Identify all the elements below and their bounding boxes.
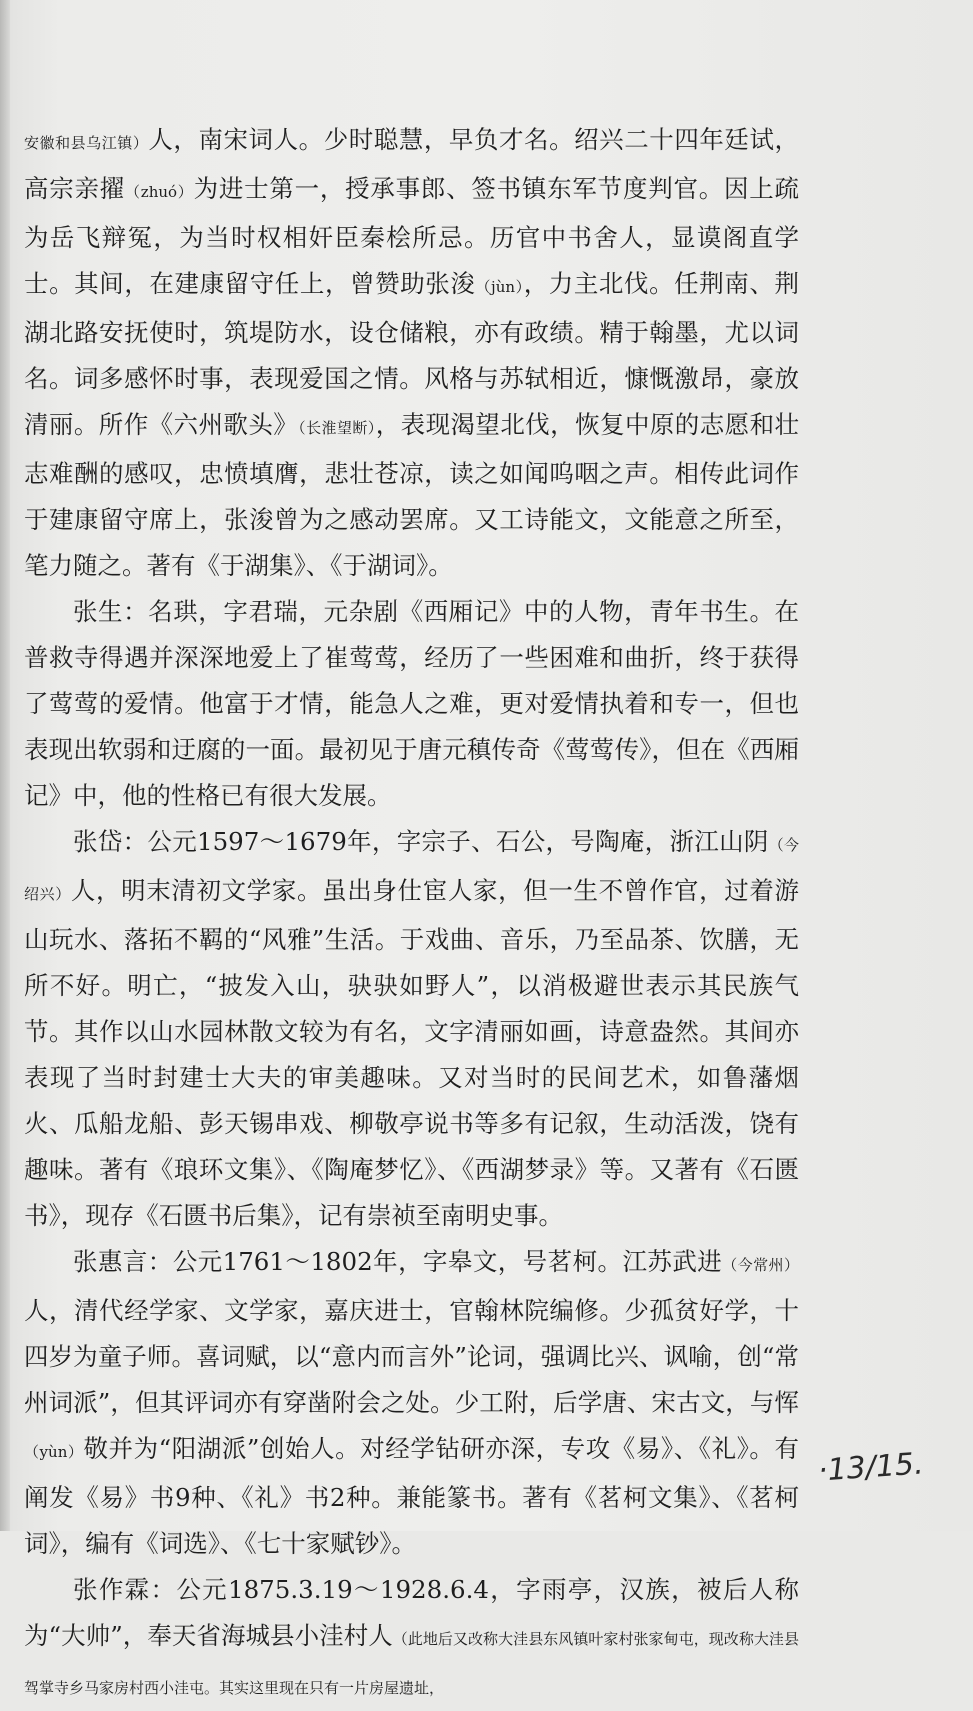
inline-note: （今常州） <box>722 1256 799 1274</box>
text-run: 张作霖：公元1875.3.19～1928.6.4，字雨亭，汉族，被后人称为“大帅”，奉天省海城县小洼村人 <box>24 1575 799 1650</box>
pinyin-note: （zhuó） <box>125 183 194 201</box>
inline-note: （长淮望断） <box>298 419 376 437</box>
text-run: 人，清代经学家、文学家，嘉庆进士，官翰林院编修。少孤贫好学，十四岁为童子师。喜词赋，以“意内而言外”论词，强调比兴、讽喻，创“常州词派”，但其评词亦有穿凿附会之处。少工附，后学唐、宋古文，与恽 <box>24 1296 799 1417</box>
text-run: 张生：名珙，字君瑞，元杂剧《西厢记》中的人物，青年书生。在普救寺得遇并深深地爱上了崔莺莺，经历了一些困难和曲折，终于获得了莺莺的爱情。他富于才情，能急人之难，更对爱情执着和专一，但也表现出软弱和迂腐的一面。最初见于唐元稹传奇《莺莺传》，但在《西厢记》中，他的性格已有很大发展。 <box>24 597 799 810</box>
text-run: ，表现渴望北伐，恢复中原的志愿和壮志难酬的感叹，忠愤填膺，悲壮苍凉，读之如闻呜咽之声。相传此词作于建康留守席上，张浚曾为之感动罢席。又工诗能文，文能意之所至，笔力随之。著有《于湖集》、《于湖词》。 <box>24 410 799 580</box>
handwritten-page-number: ·13/15. <box>816 1446 925 1489</box>
entry-zhang-xiaoxiang <box>24 117 799 589</box>
pinyin-note: （yùn） <box>24 1443 84 1461</box>
entry-zhang-dai <box>24 819 799 1239</box>
inline-note: 安徽和县乌江镇） <box>24 134 149 152</box>
pinyin-note: （jùn） <box>475 278 524 296</box>
entry-zhang-huiyan <box>24 1239 799 1567</box>
entry-zhang-sheng <box>24 589 799 819</box>
book-binding-edge <box>0 0 10 1531</box>
entry-zhang-zuolin <box>24 1567 799 1711</box>
text-run: 人，南宋词人。少时聪慧，早负才名。绍兴二十四年廷试，高宗亲擢 <box>24 125 799 203</box>
inline-note: （此地后又改称大洼县东风镇叶家村张家甸屯，现改称大洼县驾掌寺乡马家房村西小洼屯。其实这里现在只有一片房屋遗址， <box>24 1630 799 1697</box>
inline-note: （今绍兴） <box>24 836 799 903</box>
body-text <box>24 117 799 1711</box>
text-run: 敬并为“阳湖派”创始人。对经学钻研亦深，专攻《易》、《礼》。有阐发《易》书9种、《礼》书2种。兼能篆书。著有《茗柯文集》、《茗柯词》，编有《词选》、《七十家赋钞》。 <box>24 1434 799 1558</box>
text-run: 张岱：公元1597～1679年，字宗子、石公，号陶庵，浙江山阴 <box>73 827 769 856</box>
text-run: 张惠言：公元1761～1802年，字皋文，号茗柯。江苏武进 <box>73 1247 723 1276</box>
text-run: 人，明末清初文学家。虽出身仕宦人家，但一生不曾作官，过着游山玩水、落拓不羁的“风雅”生活。于戏曲、音乐，乃至品茶、饮膳，无所不好。明亡，“披发入山，𫘝𫘝如野人”，以消极避世表示其民族气节。其作以山水园林散文较为有名，文字清丽如画，诗意盎然。其间亦表现了当时封建士大夫的审美趣味。又对当时的民间艺术，如鲁藩烟火、瓜船龙船、彭天锡串戏、柳敬亭说书等多有记叙，生动活泼，饶有趣味。著有《琅环文集》、《陶庵梦忆》、《西湖梦录》等。又著有《石匮书》，现存《石匮书后集》，记有崇祯至南明史事。 <box>24 876 799 1230</box>
text-run: 为进士第一，授承事郎、签书镇东军节度判官。因上疏为岳飞辩冤，为当时权相奸臣秦桧所忌。历官中书舍人，显谟阁直学士。其间，在建康留守任上，曾赞助张浚 <box>24 174 799 298</box>
text-run: ，力主北伐。任荆南、荆湖北路安抚使时，筑堤防水，设仓储粮，亦有政绩。精于翰墨，尤以词名。词多感怀时事，表现爱国之情。风格与苏轼相近，慷慨激昂，豪放清丽。所作《六州歌头》 <box>24 269 799 439</box>
